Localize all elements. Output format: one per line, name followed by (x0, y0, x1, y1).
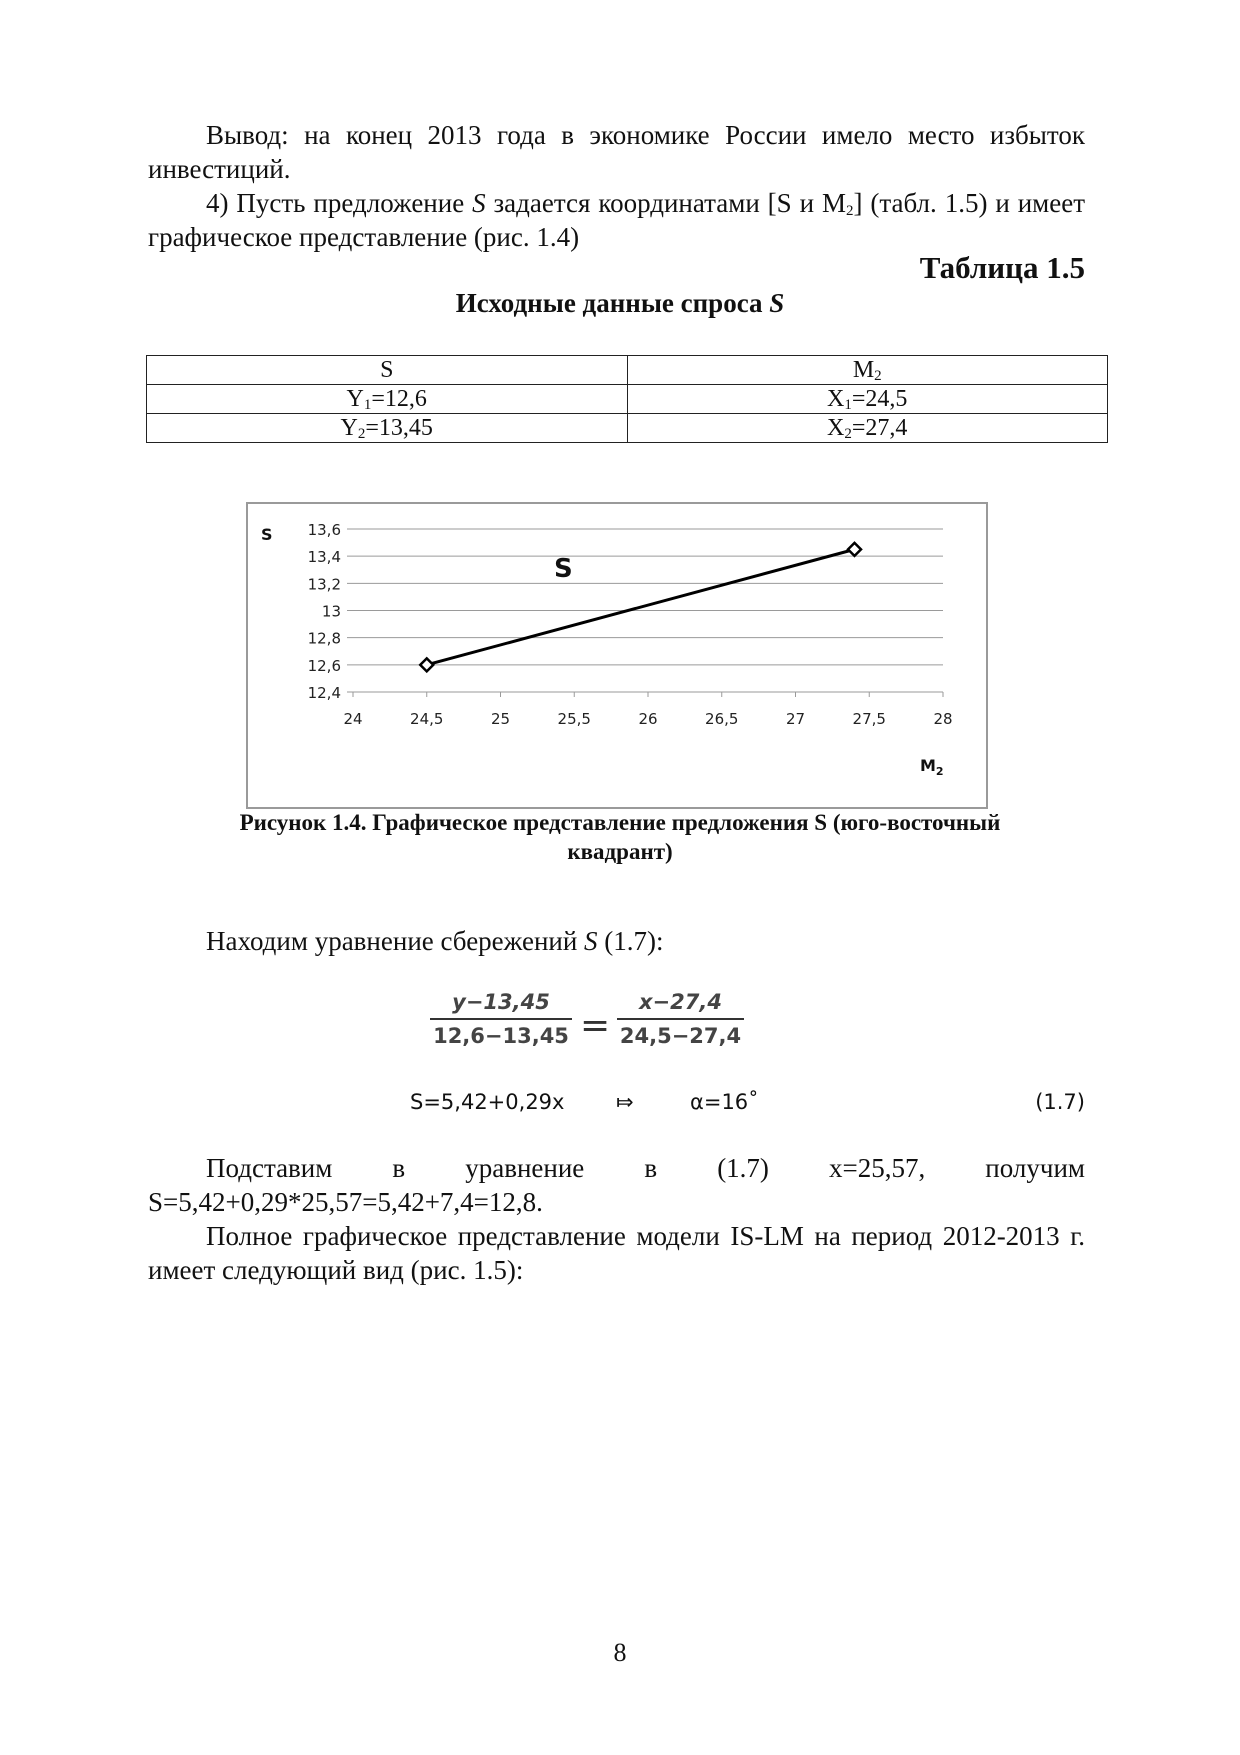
paragraph-islm: Полное графическое представление модели IS-LM на период 2012-2013 г. имеет следующий вид (рис. 1.5): (148, 1221, 1085, 1285)
header-m2: $М_2$ (627, 356, 1108, 385)
data-table (146, 355, 1108, 443)
table-header-row (147, 356, 1108, 385)
x-tick-label: 25,5 (557, 710, 591, 728)
table-row (147, 414, 1108, 443)
y-tick-label: 13,4 (307, 548, 341, 567)
chart-series-label: S (554, 554, 573, 584)
implies-arrow: ⤇ (616, 1090, 634, 1114)
y-tick-label: 12,6 (307, 656, 341, 675)
supply-chart (248, 504, 986, 807)
right-denominator: 24,5−27,4 (619, 1024, 742, 1048)
paragraph-substitute: Подставим в уравнение в (1.7) x=25,57, получим (206, 1153, 1085, 1183)
table-cell: $X_1=24,5$ (627, 385, 1108, 414)
left-denominator: 12,6−13,45 (433, 1024, 569, 1048)
table-caption: Исходные данные спроса S (455, 288, 785, 318)
data-point-marker (848, 543, 861, 556)
figure-caption-line: квадрант) (567, 839, 673, 864)
data-point-marker (420, 658, 433, 671)
paragraph-supply-def: 4) Пусть предложение S задается координатами [S и $М_2$] (табл. 1.5) и имеет графическое представление (рис. 1.4) (148, 188, 1086, 252)
y-tick-label: 12,8 (307, 629, 341, 648)
equation-fractions (420, 990, 820, 1070)
paragraph-conclusion: Вывод: на конец 2013 года в экономике России имело место избыток инвестиций. (148, 120, 1085, 184)
page-number: 8 (613, 1638, 627, 1667)
y-tick-label: 13,2 (307, 575, 341, 594)
left-numerator: y−13,45 (452, 990, 550, 1014)
x-tick-label: 26 (638, 710, 658, 728)
paragraph-substitute-result: S=5,42+0,29*25,57=5,42+7,4=12,8. (148, 1187, 543, 1217)
figure-caption-line: Рисунок 1.4. Графическое представление предложения S (юго-восточный (239, 810, 1001, 835)
x-axis-label: $M_2$ (920, 756, 944, 778)
table-number: Таблица 1.5 (919, 250, 1085, 285)
table-cell: $Y_1=12,6$ (147, 385, 628, 414)
chart-frame (246, 502, 988, 809)
series-line (427, 549, 855, 664)
x-tick-label: 27 (785, 710, 806, 728)
y-axis-label: S (261, 525, 273, 544)
x-tick-label: 28 (933, 710, 953, 728)
x-tick-label: 25 (490, 710, 511, 728)
equation-number: (1.7) (1035, 1090, 1085, 1114)
right-numerator: x−27,4 (639, 990, 722, 1014)
y-tick-label: 13 (321, 602, 341, 621)
equation-result: S=5,42+0,29x (410, 1090, 565, 1114)
table-row (147, 385, 1108, 414)
figure-caption (0, 808, 1240, 866)
header-s: S (147, 356, 628, 385)
x-tick-label: 27,5 (852, 710, 886, 728)
angle-value: α=16˚ (690, 1090, 759, 1114)
left-fraction (430, 990, 572, 1048)
right-fraction (617, 990, 744, 1048)
table-cell: $Y_2=13,45$ (147, 414, 628, 443)
y-tick-label: 13,6 (307, 521, 341, 539)
x-tick-label: 24,5 (410, 710, 444, 728)
x-tick-label: 26,5 (705, 710, 739, 728)
x-tick-label: 24 (343, 710, 363, 728)
paragraph-equation-intro: Находим уравнение сбережений S (1.7): (206, 926, 664, 956)
y-tick-label: 12,4 (307, 684, 341, 702)
equals-sign: = (580, 1005, 611, 1046)
table-cell: $X_2=27,4$ (627, 414, 1108, 443)
